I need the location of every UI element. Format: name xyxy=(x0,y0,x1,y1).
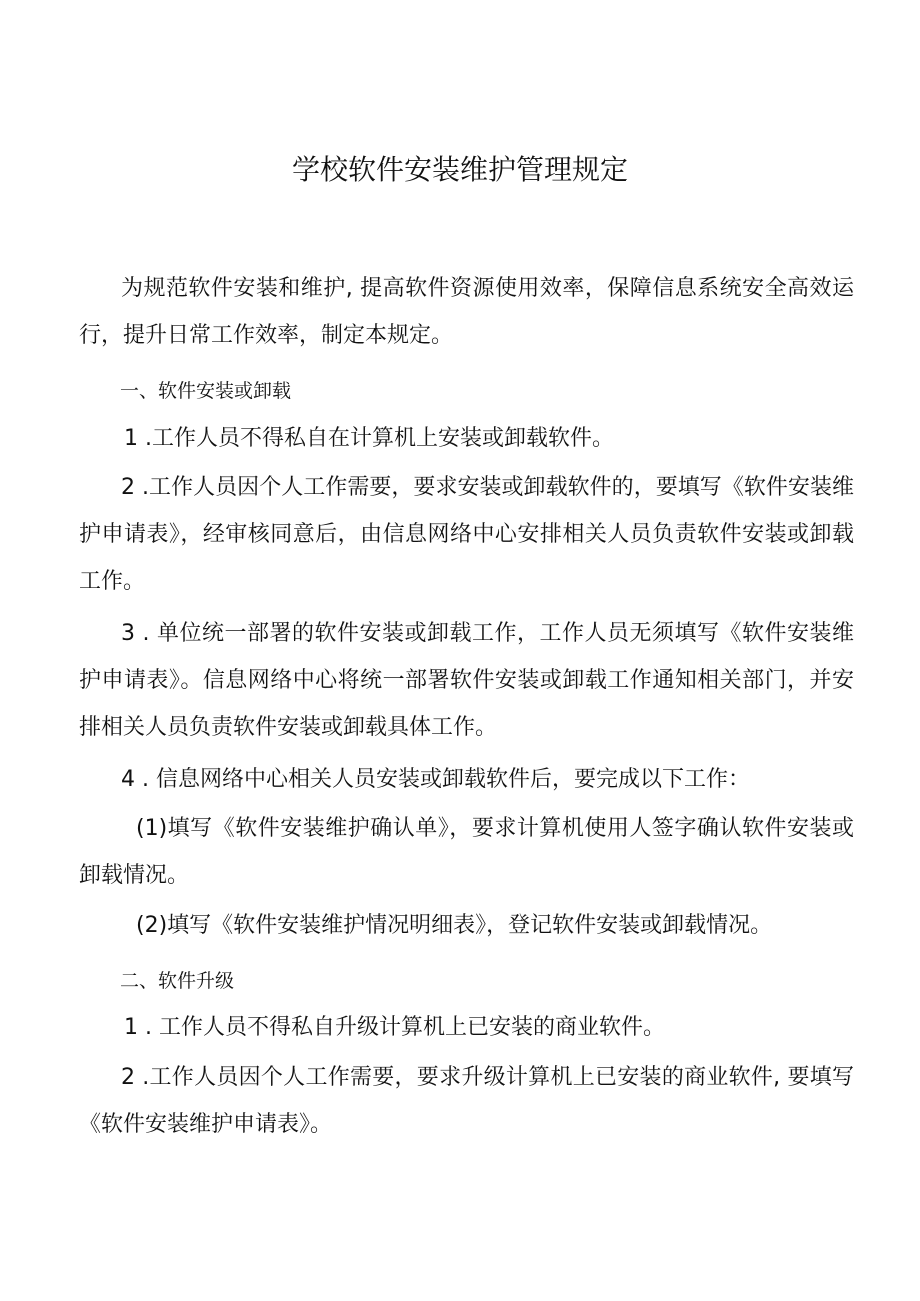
section1-item-4: 4 . 信息网络中心相关人员安装或卸载软件后，要完成以下工作： xyxy=(121,767,750,792)
section1-subitem-1: (1)填写《软件安装维护确认单》，要求计算机使用人签字确认软件安装或卸载情况。 xyxy=(79,816,854,888)
section2-heading: 二、软件升级 xyxy=(120,970,235,992)
document-title: 学校软件安装维护管理规定 xyxy=(291,153,628,186)
section1-item-2: 2 .工作人员因个人工作需要，要求安装或卸载软件的，要填写《软件安装维护申请表》，经审核同意后，由信息网络中心安排相关人员负责软件安装或卸载工作。 xyxy=(79,475,854,594)
section1-subitem-2: (2)填写《软件安装维护情况明细表》，登记软件安装或卸载情况。 xyxy=(136,913,773,938)
section1-item-3: 3 . 单位统一部署的软件安装或卸载工作，工作人员无须填写《软件安装维护申请表》。信息网络中心将统一部署软件安装或卸载工作通知相关部门，并安排相关人员负责软件安装或卸载具体工作。 xyxy=(79,621,854,740)
section1-item-1: 1 .工作人员不得私自在计算机上安装或卸载软件。 xyxy=(124,426,614,451)
section2-item-2: 2 .工作人员因个人工作需要，要求升级计算机上已安装的商业软件, 要填写《软件安装维护申请表》。 xyxy=(79,1065,854,1137)
section1-heading: 一、软件安装或卸载 xyxy=(120,380,292,402)
intro-paragraph: 为规范软件安装和维护, 提高软件资源使用效率，保障信息系统安全高效运行，提升日常工作效率，制定本规定。 xyxy=(79,276,854,348)
section2-item-1: 1 . 工作人员不得私自升级计算机上已安装的商业软件。 xyxy=(124,1015,665,1040)
